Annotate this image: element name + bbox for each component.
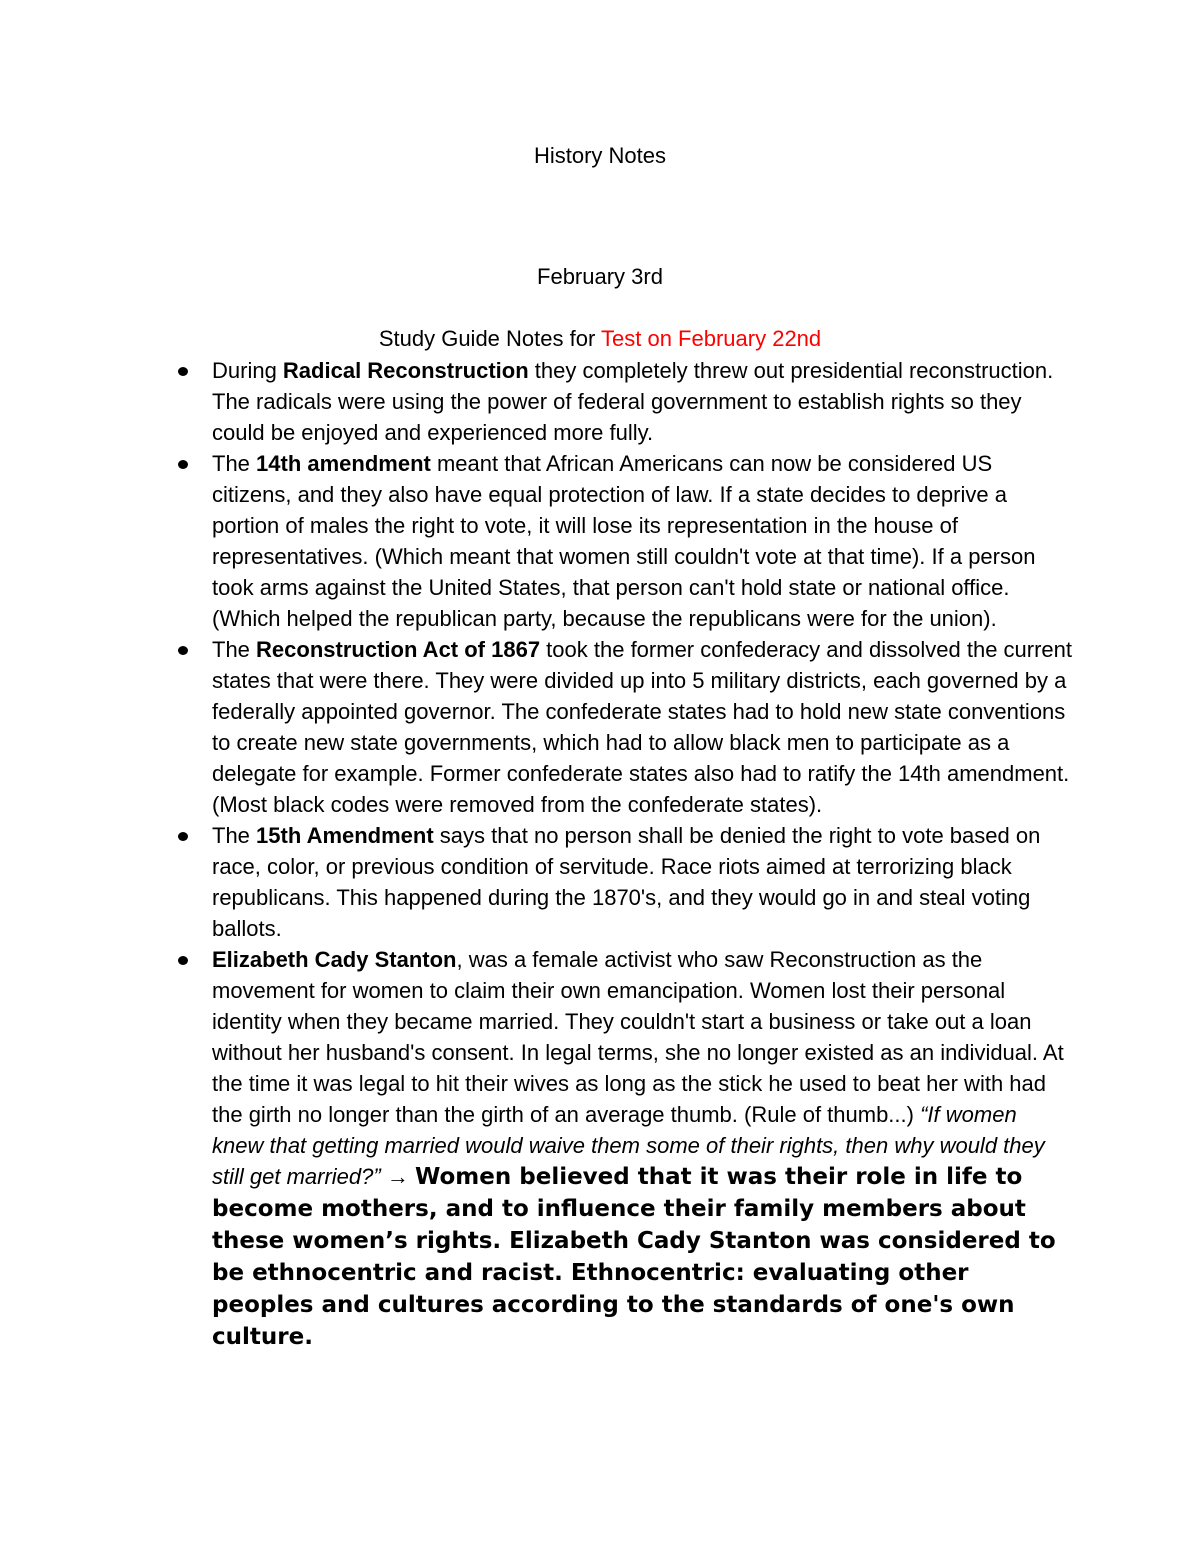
arrow-icon: → bbox=[380, 1164, 415, 1189]
bullet-icon bbox=[178, 646, 188, 655]
note-prefix: During bbox=[212, 358, 283, 383]
note-text: took the former confederacy and dissolved the current states that were there. They were divided up into 5 military districts, each governed by a federally appointed governor. The confederate states had to hold new state conventions to create new state governments, which had to allow black men to participate as a delegate for example. Former confederate states also had to ratify the 14th amendment. (Most black codes were removed from the confederate states). bbox=[212, 637, 1073, 817]
list-item bbox=[212, 355, 1072, 448]
note-term: Reconstruction Act of 1867 bbox=[256, 637, 541, 662]
list-item bbox=[212, 448, 1072, 634]
bullet-icon bbox=[178, 367, 188, 376]
note-prefix: The bbox=[212, 823, 257, 848]
note-text: , was a female activist who saw Reconstruction as the movement for women to claim their own emancipation. Women lost their personal identity when they became married. They couldn't start a business or take out a loan without her husband's consent. In legal terms, she no longer existed as an individual. At the time it was legal to hit their wives as long as the stick he used to beat her with had the girth no longer than the girth of an average thumb. (Rule of thumb...) bbox=[212, 947, 1064, 1127]
note-quote: “If women knew that getting married would waive them some of their rights, then why would they still get married?” bbox=[212, 1102, 1045, 1189]
list-item bbox=[212, 634, 1072, 820]
note-term: 14th amendment bbox=[256, 451, 431, 476]
note-term: 15th Amendment bbox=[256, 823, 434, 848]
note-text: meant that African Americans can now be considered US citizens, and they also have equal protection of law. If a state decides to deprive a portion of males the right to vote, it will lose its representation in the house of representatives. (Which meant that women still couldn't vote at that time). If a person took arms against the United States, that person can't hold state or national office. (Which helped the republican party, because the republicans were for the union). bbox=[212, 451, 1036, 631]
note-conclusion: Women believed that it was their role in life to become mothers, and to influence their family members about these women’s rights. Elizabeth Cady Stanton was considered to be ethnocentric and racist. Ethnocentric: evaluating other peoples and cultures according to the standards of one's own culture. bbox=[212, 1164, 1056, 1350]
study-guide-heading bbox=[0, 324, 1200, 354]
note-term: Radical Reconstruction bbox=[282, 358, 529, 383]
note-term: Elizabeth Cady Stanton bbox=[212, 947, 457, 972]
document-date: February 3rd bbox=[537, 264, 663, 289]
notes-list bbox=[212, 355, 1072, 1353]
bullet-icon bbox=[178, 832, 188, 841]
bullet-icon bbox=[178, 460, 188, 469]
bullet-icon bbox=[178, 956, 188, 965]
list-item bbox=[212, 820, 1072, 944]
document-title: History Notes bbox=[533, 143, 667, 168]
study-guide-label: Study Guide Notes for bbox=[378, 326, 602, 351]
list-item bbox=[212, 944, 1072, 1353]
test-date-highlight: Test on February 22nd bbox=[601, 326, 822, 351]
note-text: says that no person shall be denied the right to vote based on race, color, or previous condition of servitude. Race riots aimed at terrorizing black republicans. This happened during the 1870's, and they would go in and steal voting ballots. bbox=[212, 823, 1041, 941]
note-text: they completely threw out presidential reconstruction. The radicals were using the power of federal government to establish rights so they could be enjoyed and experienced more fully. bbox=[212, 358, 1054, 445]
note-prefix: The bbox=[212, 637, 257, 662]
note-prefix: The bbox=[212, 451, 257, 476]
